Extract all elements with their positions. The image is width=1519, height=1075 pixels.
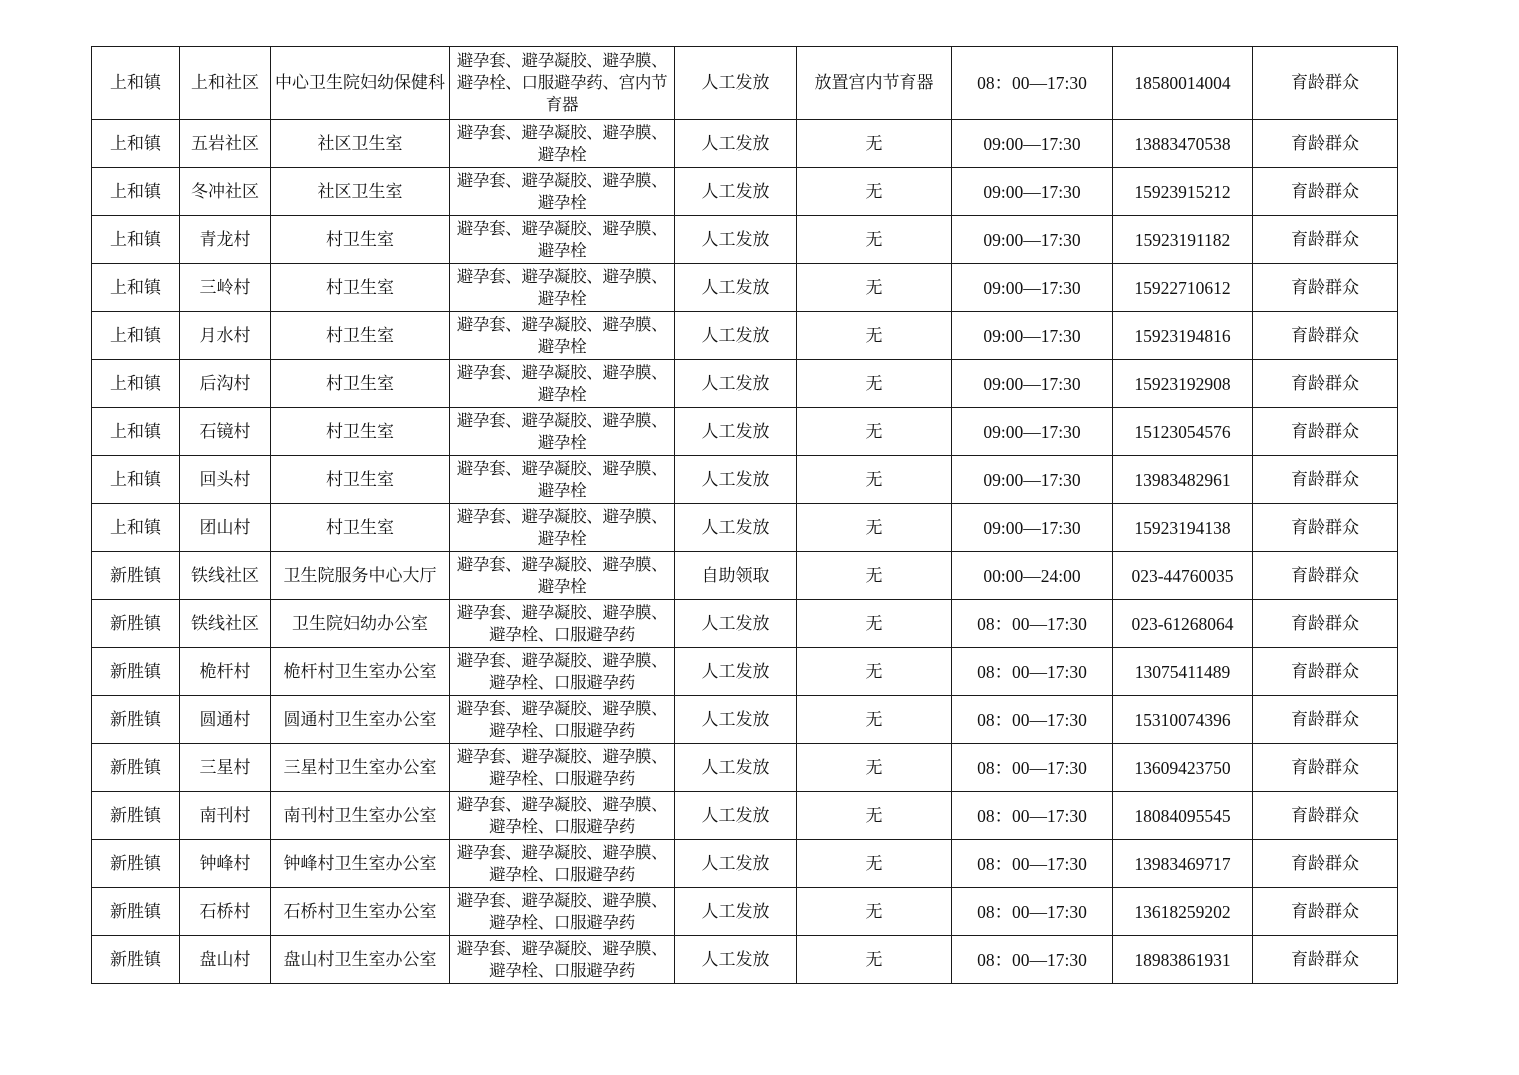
phone-cell: 15923194138 [1113,504,1253,552]
table-row [92,648,1398,696]
service-cell: 无 [797,504,952,552]
phone-cell: 15123054576 [1113,408,1253,456]
method-cell: 人工发放 [675,47,797,120]
community-cell: 盘山村 [180,936,271,984]
site-cell: 村卫生室 [271,264,450,312]
service-cell: 无 [797,456,952,504]
hours-cell: 08：00—17:30 [952,936,1113,984]
items-cell: 避孕套、避孕凝胶、避孕膜、避孕栓 [450,168,675,216]
method-cell: 人工发放 [675,840,797,888]
table-row [92,840,1398,888]
site-cell: 圆通村卫生室办公室 [271,696,450,744]
items-cell: 避孕套、避孕凝胶、避孕膜、避孕栓 [450,504,675,552]
community-cell: 团山村 [180,504,271,552]
phone-cell: 13075411489 [1113,648,1253,696]
method-cell: 人工发放 [675,168,797,216]
target-cell: 育龄群众 [1253,47,1398,120]
phone-cell: 18084095545 [1113,792,1253,840]
town-cell: 新胜镇 [92,552,180,600]
community-cell: 铁线社区 [180,552,271,600]
target-cell: 育龄群众 [1253,360,1398,408]
target-cell: 育龄群众 [1253,408,1398,456]
target-cell: 育龄群众 [1253,504,1398,552]
site-cell: 卫生院服务中心大厅 [271,552,450,600]
site-cell: 三星村卫生室办公室 [271,744,450,792]
items-cell: 避孕套、避孕凝胶、避孕膜、避孕栓、口服避孕药 [450,792,675,840]
site-cell: 村卫生室 [271,408,450,456]
target-cell: 育龄群众 [1253,744,1398,792]
table-row [92,552,1398,600]
items-cell: 避孕套、避孕凝胶、避孕膜、避孕栓、口服避孕药 [450,840,675,888]
hours-cell: 00:00—24:00 [952,552,1113,600]
phone-cell: 023-61268064 [1113,600,1253,648]
site-cell: 钟峰村卫生室办公室 [271,840,450,888]
site-cell: 村卫生室 [271,360,450,408]
service-cell: 无 [797,168,952,216]
community-cell: 五岩社区 [180,120,271,168]
service-cell: 无 [797,264,952,312]
phone-cell: 13883470538 [1113,120,1253,168]
town-cell: 新胜镇 [92,936,180,984]
method-cell: 人工发放 [675,456,797,504]
phone-cell: 18580014004 [1113,47,1253,120]
site-cell: 桅杆村卫生室办公室 [271,648,450,696]
hours-cell: 08：00—17:30 [952,696,1113,744]
hours-cell: 09:00—17:30 [952,360,1113,408]
community-cell: 三星村 [180,744,271,792]
target-cell: 育龄群众 [1253,456,1398,504]
service-cell: 无 [797,312,952,360]
service-cell: 无 [797,648,952,696]
community-cell: 石桥村 [180,888,271,936]
target-cell: 育龄群众 [1253,312,1398,360]
phone-cell: 13983482961 [1113,456,1253,504]
phone-cell: 15923191182 [1113,216,1253,264]
phone-cell: 13618259202 [1113,888,1253,936]
town-cell: 上和镇 [92,456,180,504]
site-cell: 中心卫生院妇幼保健科 [271,47,450,120]
phone-cell: 15923915212 [1113,168,1253,216]
town-cell: 上和镇 [92,264,180,312]
method-cell: 人工发放 [675,264,797,312]
items-cell: 避孕套、避孕凝胶、避孕膜、避孕栓 [450,360,675,408]
phone-cell: 15922710612 [1113,264,1253,312]
service-cell: 无 [797,408,952,456]
method-cell: 自助领取 [675,552,797,600]
target-cell: 育龄群众 [1253,792,1398,840]
service-cell: 无 [797,696,952,744]
target-cell: 育龄群众 [1253,888,1398,936]
town-cell: 上和镇 [92,312,180,360]
town-cell: 上和镇 [92,168,180,216]
table-row [92,744,1398,792]
phone-cell: 18983861931 [1113,936,1253,984]
site-cell: 村卫生室 [271,216,450,264]
hours-cell: 09:00—17:30 [952,216,1113,264]
community-cell: 圆通村 [180,696,271,744]
site-cell: 石桥村卫生室办公室 [271,888,450,936]
town-cell: 新胜镇 [92,648,180,696]
town-cell: 新胜镇 [92,792,180,840]
table-row [92,504,1398,552]
items-cell: 避孕套、避孕凝胶、避孕膜、避孕栓 [450,264,675,312]
service-cell: 无 [797,552,952,600]
service-cell: 无 [797,600,952,648]
phone-cell: 15923192908 [1113,360,1253,408]
community-cell: 后沟村 [180,360,271,408]
items-cell: 避孕套、避孕凝胶、避孕膜、避孕栓 [450,312,675,360]
target-cell: 育龄群众 [1253,648,1398,696]
items-cell: 避孕套、避孕凝胶、避孕膜、避孕栓、口服避孕药 [450,888,675,936]
service-cell: 无 [797,936,952,984]
phone-cell: 13609423750 [1113,744,1253,792]
community-cell: 青龙村 [180,216,271,264]
hours-cell: 09:00—17:30 [952,408,1113,456]
method-cell: 人工发放 [675,936,797,984]
town-cell: 上和镇 [92,408,180,456]
service-cell: 无 [797,120,952,168]
hours-cell: 08：00—17:30 [952,47,1113,120]
hours-cell: 08：00—17:30 [952,648,1113,696]
hours-cell: 08：00—17:30 [952,744,1113,792]
hours-cell: 08：00—17:30 [952,600,1113,648]
target-cell: 育龄群众 [1253,168,1398,216]
method-cell: 人工发放 [675,888,797,936]
service-cell: 无 [797,216,952,264]
table-row [92,888,1398,936]
town-cell: 新胜镇 [92,840,180,888]
method-cell: 人工发放 [675,648,797,696]
method-cell: 人工发放 [675,216,797,264]
service-cell: 放置宫内节育器 [797,47,952,120]
distribution-sites-table [91,46,1398,984]
method-cell: 人工发放 [675,312,797,360]
site-cell: 盘山村卫生室办公室 [271,936,450,984]
site-cell: 社区卫生室 [271,120,450,168]
target-cell: 育龄群众 [1253,216,1398,264]
table-row [92,264,1398,312]
items-cell: 避孕套、避孕凝胶、避孕膜、避孕栓 [450,216,675,264]
town-cell: 上和镇 [92,47,180,120]
service-cell: 无 [797,360,952,408]
hours-cell: 09:00—17:30 [952,168,1113,216]
hours-cell: 09:00—17:30 [952,504,1113,552]
table-row [92,120,1398,168]
service-cell: 无 [797,792,952,840]
items-cell: 避孕套、避孕凝胶、避孕膜、避孕栓 [450,552,675,600]
target-cell: 育龄群众 [1253,264,1398,312]
service-cell: 无 [797,888,952,936]
hours-cell: 09:00—17:30 [952,456,1113,504]
town-cell: 上和镇 [92,216,180,264]
site-cell: 南刊村卫生室办公室 [271,792,450,840]
phone-cell: 023-44760035 [1113,552,1253,600]
target-cell: 育龄群众 [1253,600,1398,648]
method-cell: 人工发放 [675,744,797,792]
site-cell: 村卫生室 [271,312,450,360]
items-cell: 避孕套、避孕凝胶、避孕膜、避孕栓、口服避孕药、宫内节育器 [450,47,675,120]
items-cell: 避孕套、避孕凝胶、避孕膜、避孕栓、口服避孕药 [450,936,675,984]
table-row [92,312,1398,360]
community-cell: 石镜村 [180,408,271,456]
table-row [92,168,1398,216]
hours-cell: 09:00—17:30 [952,264,1113,312]
table-row [92,936,1398,984]
phone-cell: 15310074396 [1113,696,1253,744]
table-row [92,47,1398,120]
target-cell: 育龄群众 [1253,840,1398,888]
hours-cell: 08：00—17:30 [952,888,1113,936]
method-cell: 人工发放 [675,600,797,648]
town-cell: 新胜镇 [92,888,180,936]
items-cell: 避孕套、避孕凝胶、避孕膜、避孕栓、口服避孕药 [450,648,675,696]
site-cell: 卫生院妇幼办公室 [271,600,450,648]
phone-cell: 15923194816 [1113,312,1253,360]
hours-cell: 08：00—17:30 [952,840,1113,888]
community-cell: 回头村 [180,456,271,504]
method-cell: 人工发放 [675,792,797,840]
community-cell: 三岭村 [180,264,271,312]
table-row [92,408,1398,456]
community-cell: 南刊村 [180,792,271,840]
target-cell: 育龄群众 [1253,936,1398,984]
hours-cell: 08：00—17:30 [952,792,1113,840]
hours-cell: 09:00—17:30 [952,312,1113,360]
community-cell: 冬冲社区 [180,168,271,216]
site-cell: 村卫生室 [271,456,450,504]
town-cell: 新胜镇 [92,744,180,792]
table-row [92,456,1398,504]
town-cell: 上和镇 [92,120,180,168]
table-row [92,216,1398,264]
community-cell: 上和社区 [180,47,271,120]
town-cell: 新胜镇 [92,600,180,648]
service-cell: 无 [797,840,952,888]
method-cell: 人工发放 [675,696,797,744]
method-cell: 人工发放 [675,360,797,408]
table-row [92,792,1398,840]
service-cell: 无 [797,744,952,792]
phone-cell: 13983469717 [1113,840,1253,888]
target-cell: 育龄群众 [1253,696,1398,744]
community-cell: 月水村 [180,312,271,360]
items-cell: 避孕套、避孕凝胶、避孕膜、避孕栓、口服避孕药 [450,696,675,744]
items-cell: 避孕套、避孕凝胶、避孕膜、避孕栓 [450,120,675,168]
site-cell: 村卫生室 [271,504,450,552]
method-cell: 人工发放 [675,408,797,456]
items-cell: 避孕套、避孕凝胶、避孕膜、避孕栓、口服避孕药 [450,744,675,792]
table-row [92,696,1398,744]
table-row [92,360,1398,408]
site-cell: 社区卫生室 [271,168,450,216]
table-body [92,47,1398,984]
table-row [92,600,1398,648]
community-cell: 桅杆村 [180,648,271,696]
method-cell: 人工发放 [675,504,797,552]
hours-cell: 09:00—17:30 [952,120,1113,168]
method-cell: 人工发放 [675,120,797,168]
town-cell: 上和镇 [92,504,180,552]
items-cell: 避孕套、避孕凝胶、避孕膜、避孕栓 [450,456,675,504]
town-cell: 上和镇 [92,360,180,408]
target-cell: 育龄群众 [1253,120,1398,168]
town-cell: 新胜镇 [92,696,180,744]
target-cell: 育龄群众 [1253,552,1398,600]
community-cell: 钟峰村 [180,840,271,888]
community-cell: 铁线社区 [180,600,271,648]
items-cell: 避孕套、避孕凝胶、避孕膜、避孕栓 [450,408,675,456]
items-cell: 避孕套、避孕凝胶、避孕膜、避孕栓、口服避孕药 [450,600,675,648]
